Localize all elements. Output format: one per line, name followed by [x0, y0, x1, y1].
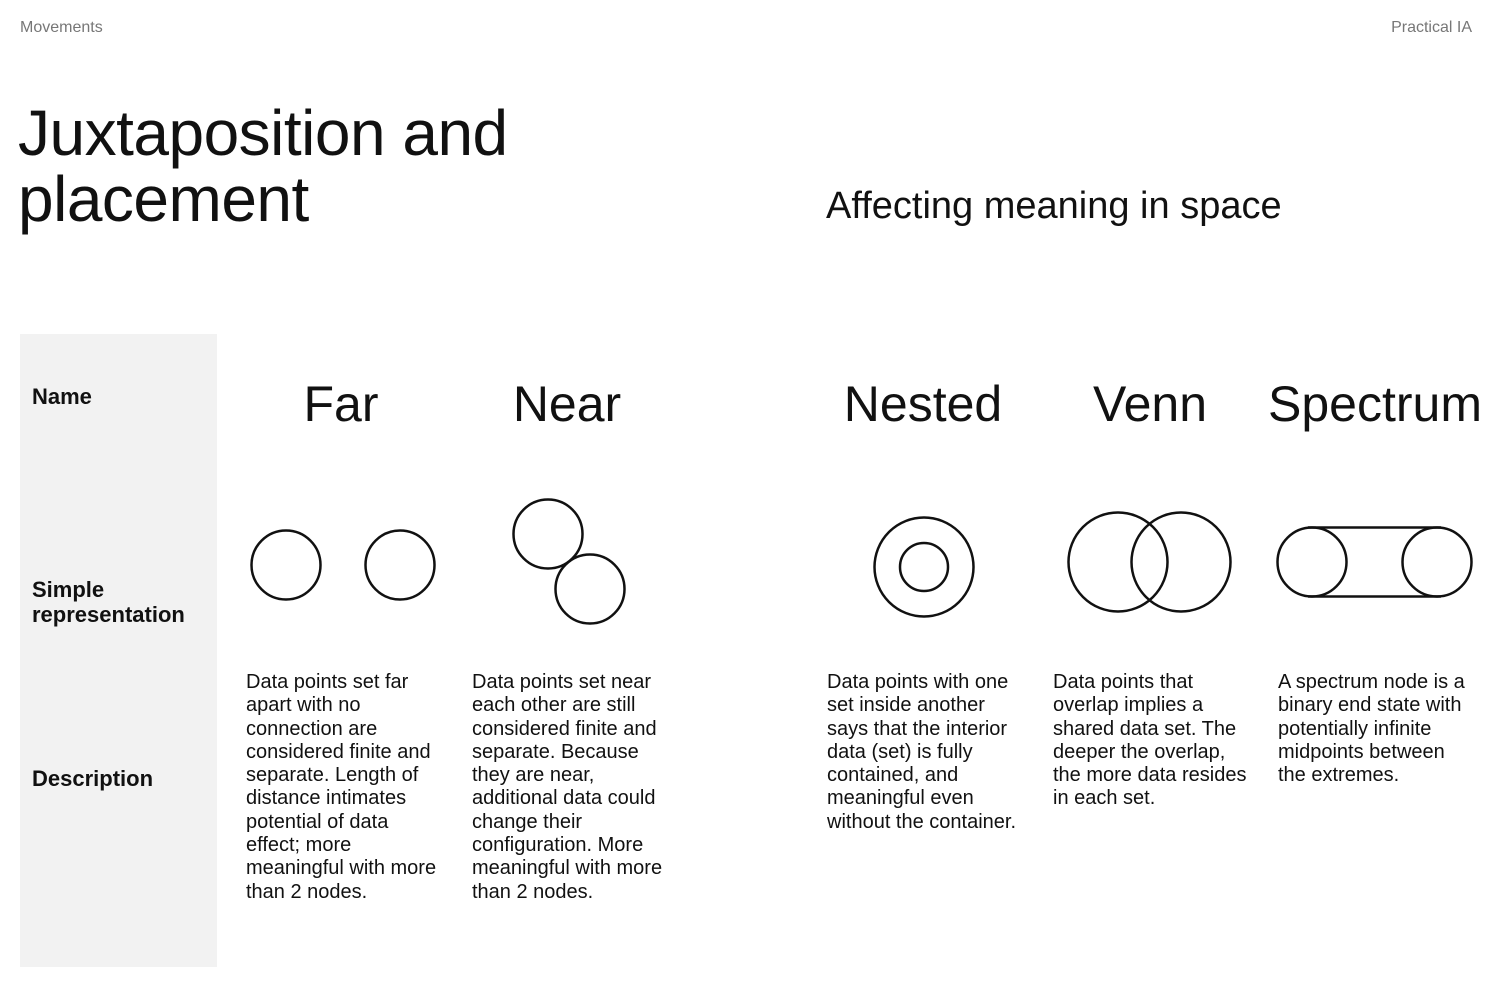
venn-circle-left — [1069, 513, 1168, 612]
near-circle-bottom — [556, 555, 625, 624]
row-label-description: Description — [32, 766, 154, 791]
far-circle-left — [252, 531, 321, 600]
nested-circles-icon — [875, 518, 974, 617]
column-description-spectrum: A spectrum node is a binary end state with potentially infinite midpoints between the extremes. — [1278, 671, 1465, 787]
nested-circle-inner — [900, 543, 948, 591]
spectrum-capsule-icon — [1278, 528, 1472, 597]
venn-circle-right — [1132, 513, 1231, 612]
column-name-spectrum: Spectrum — [1268, 376, 1482, 432]
column-description-venn: Data points that overlap implies a shared data set. The deeper the overlap, the more data resides in each set. — [1053, 671, 1247, 810]
column-name-nested: Nested — [843, 376, 1003, 432]
column-name-near: Near — [512, 376, 622, 432]
publication-label: Practical IA — [1391, 19, 1472, 36]
column-description-far: Data points set far apart with no connection are considered finite and separate. Length of distance intimates potential of data effect; more meaningful with more than 2 nodes. — [246, 671, 437, 903]
column-name-venn: Venn — [1092, 376, 1207, 432]
row-label-name: Name — [32, 384, 92, 409]
far-circle-right — [366, 531, 435, 600]
column-description-nested: Data points with one set inside another says that the interior data (set) is fully contained, and meaningful even without the container. — [827, 671, 1017, 833]
column-name-far: Far — [303, 376, 379, 432]
page-subtitle: Affecting meaning in space — [826, 185, 1282, 227]
two-touching-circles-icon — [514, 500, 625, 624]
section-label: Movements — [20, 19, 103, 36]
row-label-simple-representation: Simple representation — [32, 577, 185, 627]
spectrum-circle-left — [1278, 528, 1347, 597]
two-separate-circles-icon — [252, 531, 435, 600]
venn-circles-icon — [1069, 513, 1231, 612]
page-title: Juxtaposition and placement — [18, 97, 508, 235]
spectrum-circle-right — [1403, 528, 1472, 597]
nested-circle-outer — [875, 518, 974, 617]
column-description-near: Data points set near each other are still considered finite and separate. Because they are near, additional data could change their configuration. More meaningful with more than 2 nodes. — [472, 671, 663, 903]
